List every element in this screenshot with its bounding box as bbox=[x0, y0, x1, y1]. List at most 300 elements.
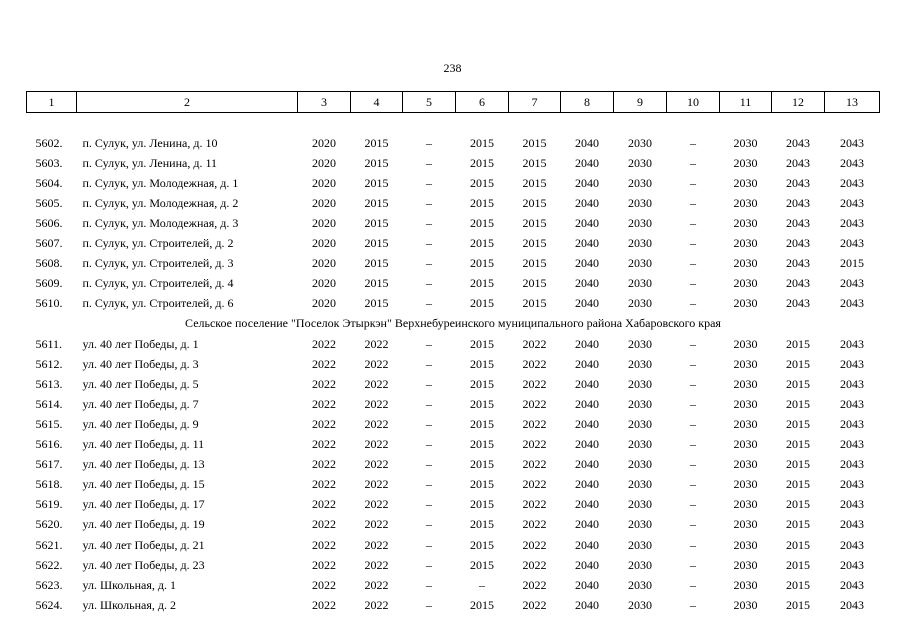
year-cell: 2022 bbox=[522, 557, 547, 572]
year-cell: 2030 bbox=[628, 537, 652, 552]
year-cell: 2015 bbox=[470, 356, 494, 371]
table-row bbox=[27, 394, 880, 414]
year-cell: 2020 bbox=[312, 256, 336, 271]
year-cell: 2020 bbox=[312, 195, 336, 210]
year-cell: – bbox=[426, 597, 432, 612]
year-cell: 2015 bbox=[786, 336, 810, 351]
year-cell: 2040 bbox=[575, 296, 599, 311]
address-cell: ул. 40 лет Победы, д. 7 bbox=[82, 396, 199, 411]
year-cell: – bbox=[690, 416, 696, 431]
year-cell: 2043 bbox=[840, 236, 864, 251]
year-cell: 2015 bbox=[786, 557, 810, 572]
year-cell: – bbox=[426, 276, 432, 291]
table-row bbox=[27, 414, 880, 434]
year-cell: 2015 bbox=[786, 437, 810, 452]
year-cell: 2040 bbox=[575, 356, 599, 371]
year-cell: 2022 bbox=[522, 597, 547, 612]
year-cell: 2030 bbox=[733, 457, 758, 472]
year-cell: 2030 bbox=[733, 276, 758, 291]
table-row bbox=[27, 274, 880, 294]
year-cell: – bbox=[426, 477, 432, 492]
year-cell: 2022 bbox=[522, 416, 547, 431]
row-number-cell: 5609. bbox=[35, 276, 63, 291]
year-cell: 2015 bbox=[364, 135, 389, 150]
column-header: 13 bbox=[825, 92, 880, 113]
year-cell: 2043 bbox=[840, 537, 864, 552]
year-cell: 2015 bbox=[364, 216, 389, 231]
year-cell: 2043 bbox=[786, 175, 810, 190]
year-cell: 2022 bbox=[312, 497, 336, 512]
data-table bbox=[26, 91, 880, 615]
year-cell: 2030 bbox=[628, 155, 652, 170]
year-cell: 2030 bbox=[733, 175, 758, 190]
year-cell: 2015 bbox=[470, 195, 494, 210]
year-cell: 2040 bbox=[575, 557, 599, 572]
year-cell: – bbox=[690, 437, 696, 452]
year-cell: 2022 bbox=[312, 577, 336, 592]
table-body-sulak bbox=[27, 113, 880, 314]
year-cell: – bbox=[690, 537, 696, 552]
row-number-cell: 5615. bbox=[35, 416, 63, 431]
year-cell: 2015 bbox=[364, 236, 389, 251]
year-cell: 2022 bbox=[522, 517, 547, 532]
table-row bbox=[27, 595, 880, 615]
table-row bbox=[27, 234, 880, 254]
table-row bbox=[27, 254, 880, 274]
row-number-cell: 5620. bbox=[35, 517, 63, 532]
year-cell: 2030 bbox=[628, 216, 652, 231]
year-cell: 2030 bbox=[628, 457, 652, 472]
year-cell: 2022 bbox=[364, 577, 389, 592]
address-cell: п. Сулук, ул. Молодежная, д. 3 bbox=[82, 216, 239, 231]
year-cell: 2030 bbox=[628, 236, 652, 251]
row-number-cell: 5603. bbox=[35, 155, 63, 170]
year-cell: 2022 bbox=[364, 356, 389, 371]
year-cell: 2015 bbox=[522, 276, 547, 291]
year-cell: 2043 bbox=[840, 396, 864, 411]
year-cell: 2043 bbox=[840, 577, 864, 592]
header-row bbox=[27, 92, 880, 113]
address-cell: п. Сулук, ул. Ленина, д. 11 bbox=[82, 155, 218, 170]
column-header: 12 bbox=[772, 92, 825, 113]
address-cell: ул. 40 лет Победы, д. 1 bbox=[82, 336, 199, 351]
year-cell: 2015 bbox=[364, 296, 389, 311]
year-cell: 2015 bbox=[786, 477, 810, 492]
year-cell: 2015 bbox=[786, 376, 810, 391]
address-cell: ул. Школьная, д. 2 bbox=[82, 597, 176, 612]
year-cell: – bbox=[426, 296, 432, 311]
year-cell: 2015 bbox=[470, 597, 494, 612]
year-cell: 2022 bbox=[312, 437, 336, 452]
row-number-cell: 5624. bbox=[35, 597, 63, 612]
row-number-cell: 5611. bbox=[35, 336, 63, 351]
column-header: 8 bbox=[561, 92, 614, 113]
row-number-cell: 5619. bbox=[35, 497, 63, 512]
address-cell: ул. Школьная, д. 1 bbox=[82, 577, 176, 592]
year-cell: 2022 bbox=[364, 336, 389, 351]
address-cell: п. Сулук, ул. Ленина, д. 10 bbox=[82, 135, 218, 150]
year-cell: 2043 bbox=[786, 236, 810, 251]
year-cell: 2015 bbox=[786, 517, 810, 532]
year-cell: – bbox=[426, 416, 432, 431]
year-cell: 2030 bbox=[628, 336, 652, 351]
column-header: 3 bbox=[298, 92, 351, 113]
year-cell: 2040 bbox=[575, 396, 599, 411]
address-cell: п. Сулук, ул. Молодежная, д. 1 bbox=[82, 175, 239, 190]
year-cell: 2043 bbox=[786, 135, 810, 150]
year-cell: 2022 bbox=[522, 396, 547, 411]
year-cell: 2030 bbox=[733, 256, 758, 271]
year-cell: – bbox=[426, 517, 432, 532]
page-number: 238 bbox=[443, 61, 462, 75]
year-cell: 2015 bbox=[470, 155, 494, 170]
row-number-cell: 5606. bbox=[35, 216, 63, 231]
year-cell: 2015 bbox=[786, 356, 810, 371]
column-header: 2 bbox=[77, 92, 298, 113]
year-cell: 2022 bbox=[364, 416, 389, 431]
year-cell: 2020 bbox=[312, 175, 336, 190]
year-cell: 2022 bbox=[312, 597, 336, 612]
year-cell: 2030 bbox=[733, 557, 758, 572]
year-cell: – bbox=[426, 376, 432, 391]
row-number-cell: 5602. bbox=[35, 135, 63, 150]
year-cell: – bbox=[690, 175, 696, 190]
year-cell: 2043 bbox=[840, 195, 864, 210]
year-cell: 2015 bbox=[522, 256, 547, 271]
year-cell: 2030 bbox=[628, 276, 652, 291]
row-number-cell: 5607. bbox=[35, 236, 63, 251]
table-row bbox=[27, 133, 880, 153]
year-cell: 2030 bbox=[733, 155, 758, 170]
year-cell: – bbox=[426, 135, 432, 150]
table-row bbox=[27, 193, 880, 213]
year-cell: 2015 bbox=[840, 256, 864, 271]
year-cell: 2030 bbox=[733, 517, 758, 532]
year-cell: 2022 bbox=[364, 376, 389, 391]
year-cell: 2022 bbox=[312, 557, 336, 572]
year-cell: – bbox=[426, 236, 432, 251]
address-cell: ул. 40 лет Победы, д. 23 bbox=[82, 557, 205, 572]
year-cell: – bbox=[690, 336, 696, 351]
year-cell: 2043 bbox=[840, 557, 864, 572]
year-cell: 2040 bbox=[575, 135, 599, 150]
year-cell: 2020 bbox=[312, 155, 336, 170]
year-cell: 2030 bbox=[628, 597, 652, 612]
address-cell: ул. 40 лет Победы, д. 17 bbox=[82, 497, 205, 512]
row-number-cell: 5605. bbox=[35, 195, 63, 210]
address-cell: ул. 40 лет Победы, д. 3 bbox=[82, 356, 199, 371]
section-heading-group bbox=[27, 314, 880, 334]
year-cell: 2022 bbox=[522, 457, 547, 472]
year-cell: – bbox=[690, 577, 696, 592]
year-cell: 2043 bbox=[840, 597, 864, 612]
year-cell: – bbox=[426, 256, 432, 271]
year-cell: 2015 bbox=[364, 276, 389, 291]
year-cell: 2030 bbox=[733, 376, 758, 391]
year-cell: 2015 bbox=[786, 497, 810, 512]
year-cell: 2022 bbox=[364, 477, 389, 492]
column-header: 7 bbox=[509, 92, 561, 113]
year-cell: 2022 bbox=[364, 497, 389, 512]
year-cell: 2030 bbox=[733, 577, 758, 592]
year-cell: 2043 bbox=[840, 336, 864, 351]
year-cell: – bbox=[690, 477, 696, 492]
year-cell: 2015 bbox=[470, 517, 494, 532]
year-cell: 2043 bbox=[786, 256, 810, 271]
year-cell: 2020 bbox=[312, 296, 336, 311]
year-cell: 2015 bbox=[522, 135, 547, 150]
year-cell: – bbox=[690, 256, 696, 271]
year-cell: 2022 bbox=[522, 356, 547, 371]
year-cell: 2043 bbox=[840, 457, 864, 472]
year-cell: 2015 bbox=[470, 497, 494, 512]
year-cell: 2015 bbox=[470, 376, 494, 391]
year-cell: – bbox=[426, 396, 432, 411]
year-cell: 2030 bbox=[628, 497, 652, 512]
spacer-row bbox=[27, 113, 880, 134]
year-cell: 2030 bbox=[733, 416, 758, 431]
year-cell: 2043 bbox=[840, 376, 864, 391]
year-cell: 2043 bbox=[840, 276, 864, 291]
year-cell: 2022 bbox=[522, 577, 547, 592]
year-cell: – bbox=[426, 195, 432, 210]
year-cell: 2043 bbox=[840, 135, 864, 150]
year-cell: – bbox=[690, 216, 696, 231]
year-cell: 2015 bbox=[786, 597, 810, 612]
year-cell: 2040 bbox=[575, 437, 599, 452]
year-cell: – bbox=[426, 557, 432, 572]
year-cell: – bbox=[426, 336, 432, 351]
year-cell: 2040 bbox=[575, 537, 599, 552]
year-cell: 2043 bbox=[840, 437, 864, 452]
table-body-etyrken bbox=[27, 334, 880, 615]
year-cell: 2022 bbox=[522, 437, 547, 452]
year-cell: 2015 bbox=[522, 175, 547, 190]
year-cell: 2040 bbox=[575, 376, 599, 391]
year-cell: 2022 bbox=[364, 437, 389, 452]
year-cell: 2022 bbox=[364, 396, 389, 411]
year-cell: 2015 bbox=[470, 296, 494, 311]
section-row bbox=[27, 314, 880, 334]
year-cell: 2022 bbox=[312, 457, 336, 472]
year-cell: 2030 bbox=[733, 336, 758, 351]
year-cell: 2043 bbox=[786, 276, 810, 291]
year-cell: 2043 bbox=[840, 356, 864, 371]
year-cell: 2015 bbox=[522, 155, 547, 170]
year-cell: 2030 bbox=[628, 477, 652, 492]
year-cell: 2040 bbox=[575, 597, 599, 612]
year-cell: 2040 bbox=[575, 336, 599, 351]
year-cell: 2030 bbox=[733, 216, 758, 231]
year-cell: 2022 bbox=[364, 457, 389, 472]
year-cell: 2015 bbox=[470, 437, 494, 452]
section-title: Сельское поселение "Поселок Этыркэн" Верхнебуреинского муниципального района Хабаровского края bbox=[185, 316, 721, 331]
year-cell: 2030 bbox=[628, 296, 652, 311]
year-cell: 2015 bbox=[786, 396, 810, 411]
table-row bbox=[27, 515, 880, 535]
year-cell: 2030 bbox=[628, 396, 652, 411]
year-cell: 2022 bbox=[312, 396, 336, 411]
year-cell: 2015 bbox=[470, 236, 494, 251]
year-cell: – bbox=[690, 396, 696, 411]
year-cell: 2022 bbox=[364, 537, 389, 552]
year-cell: 2040 bbox=[575, 416, 599, 431]
year-cell: – bbox=[690, 236, 696, 251]
year-cell: 2030 bbox=[733, 195, 758, 210]
address-cell: ул. 40 лет Победы, д. 11 bbox=[82, 437, 205, 452]
year-cell: – bbox=[690, 276, 696, 291]
year-cell: 2043 bbox=[840, 216, 864, 231]
year-cell: 2043 bbox=[786, 195, 810, 210]
year-cell: 2015 bbox=[470, 457, 494, 472]
column-header: 6 bbox=[456, 92, 509, 113]
year-cell: 2015 bbox=[470, 216, 494, 231]
address-cell: ул. 40 лет Победы, д. 21 bbox=[82, 537, 205, 552]
column-header: 10 bbox=[667, 92, 720, 113]
year-cell: 2040 bbox=[575, 577, 599, 592]
year-cell: 2015 bbox=[470, 336, 494, 351]
year-cell: 2022 bbox=[312, 336, 336, 351]
year-cell: 2040 bbox=[575, 517, 599, 532]
year-cell: – bbox=[479, 577, 485, 592]
year-cell: 2015 bbox=[786, 577, 810, 592]
year-cell: – bbox=[690, 517, 696, 532]
year-cell: 2015 bbox=[470, 135, 494, 150]
table-row bbox=[27, 455, 880, 475]
year-cell: 2022 bbox=[312, 477, 336, 492]
year-cell: 2022 bbox=[522, 497, 547, 512]
table-row bbox=[27, 535, 880, 555]
row-number-cell: 5604. bbox=[35, 175, 63, 190]
row-number-cell: 5614. bbox=[35, 396, 63, 411]
year-cell: 2015 bbox=[786, 416, 810, 431]
year-cell: 2040 bbox=[575, 477, 599, 492]
year-cell: 2030 bbox=[628, 437, 652, 452]
year-cell: – bbox=[690, 195, 696, 210]
column-header: 9 bbox=[614, 92, 667, 113]
table-row bbox=[27, 153, 880, 173]
spacer-cell bbox=[27, 113, 880, 134]
address-cell: ул. 40 лет Победы, д. 9 bbox=[82, 416, 199, 431]
year-cell: – bbox=[690, 557, 696, 572]
year-cell: 2022 bbox=[522, 336, 547, 351]
row-number-cell: 5610. bbox=[35, 296, 63, 311]
row-number-cell: 5621. bbox=[35, 537, 63, 552]
year-cell: 2022 bbox=[312, 376, 336, 391]
year-cell: 2040 bbox=[575, 236, 599, 251]
year-cell: – bbox=[426, 497, 432, 512]
year-cell: 2022 bbox=[312, 537, 336, 552]
year-cell: 2022 bbox=[522, 376, 547, 391]
year-cell: 2030 bbox=[628, 135, 652, 150]
year-cell: 2015 bbox=[522, 216, 547, 231]
year-cell: 2030 bbox=[733, 396, 758, 411]
row-number-cell: 5616. bbox=[35, 437, 63, 452]
table-row bbox=[27, 354, 880, 374]
year-cell: 2015 bbox=[364, 256, 389, 271]
year-cell: – bbox=[426, 537, 432, 552]
year-cell: – bbox=[690, 296, 696, 311]
year-cell: 2022 bbox=[364, 517, 389, 532]
address-cell: п. Сулук, ул. Молодежная, д. 2 bbox=[82, 195, 239, 210]
year-cell: 2015 bbox=[786, 537, 810, 552]
year-cell: 2030 bbox=[628, 416, 652, 431]
table-row bbox=[27, 475, 880, 495]
address-cell: п. Сулук, ул. Строителей, д. 6 bbox=[82, 296, 234, 311]
table-row bbox=[27, 173, 880, 193]
year-cell: 2015 bbox=[470, 175, 494, 190]
year-cell: 2015 bbox=[522, 195, 547, 210]
year-cell: 2030 bbox=[733, 236, 758, 251]
year-cell: 2043 bbox=[840, 517, 864, 532]
year-cell: 2040 bbox=[575, 256, 599, 271]
row-number-cell: 5613. bbox=[35, 376, 63, 391]
year-cell: 2030 bbox=[628, 517, 652, 532]
table-row bbox=[27, 555, 880, 575]
address-cell: п. Сулук, ул. Строителей, д. 3 bbox=[82, 256, 234, 271]
row-number-cell: 5622. bbox=[35, 557, 63, 572]
row-number-cell: 5608. bbox=[35, 256, 63, 271]
year-cell: 2030 bbox=[733, 437, 758, 452]
year-cell: 2015 bbox=[470, 276, 494, 291]
column-header: 5 bbox=[403, 92, 456, 113]
year-cell: – bbox=[426, 356, 432, 371]
address-cell: ул. 40 лет Победы, д. 15 bbox=[82, 477, 205, 492]
year-cell: 2040 bbox=[575, 457, 599, 472]
column-header: 1 bbox=[27, 92, 77, 113]
year-cell: – bbox=[426, 577, 432, 592]
year-cell: 2030 bbox=[628, 195, 652, 210]
year-cell: 2022 bbox=[312, 416, 336, 431]
year-cell: 2015 bbox=[522, 236, 547, 251]
year-cell: 2030 bbox=[733, 597, 758, 612]
year-cell: 2043 bbox=[840, 477, 864, 492]
year-cell: – bbox=[690, 356, 696, 371]
year-cell: 2030 bbox=[733, 296, 758, 311]
year-cell: 2022 bbox=[312, 356, 336, 371]
year-cell: 2040 bbox=[575, 155, 599, 170]
year-cell: – bbox=[690, 155, 696, 170]
table-row bbox=[27, 294, 880, 314]
year-cell: – bbox=[690, 597, 696, 612]
table-row bbox=[27, 213, 880, 233]
year-cell: 2030 bbox=[628, 175, 652, 190]
year-cell: – bbox=[426, 216, 432, 231]
year-cell: 2015 bbox=[364, 195, 389, 210]
year-cell: 2020 bbox=[312, 216, 336, 231]
year-cell: 2022 bbox=[522, 477, 547, 492]
row-number-cell: 5618. bbox=[35, 477, 63, 492]
table-row bbox=[27, 435, 880, 455]
year-cell: 2040 bbox=[575, 216, 599, 231]
year-cell: – bbox=[426, 457, 432, 472]
year-cell: 2030 bbox=[628, 376, 652, 391]
address-cell: ул. 40 лет Победы, д. 19 bbox=[82, 517, 205, 532]
year-cell: 2022 bbox=[364, 597, 389, 612]
year-cell: 2040 bbox=[575, 497, 599, 512]
column-header: 4 bbox=[351, 92, 403, 113]
year-cell: – bbox=[426, 437, 432, 452]
year-cell: 2015 bbox=[522, 296, 547, 311]
year-cell: 2022 bbox=[312, 517, 336, 532]
year-cell: 2020 bbox=[312, 276, 336, 291]
year-cell: 2015 bbox=[470, 477, 494, 492]
year-cell: 2022 bbox=[364, 557, 389, 572]
table-row bbox=[27, 374, 880, 394]
year-cell: 2043 bbox=[786, 216, 810, 231]
year-cell: – bbox=[426, 175, 432, 190]
year-cell: 2040 bbox=[575, 195, 599, 210]
